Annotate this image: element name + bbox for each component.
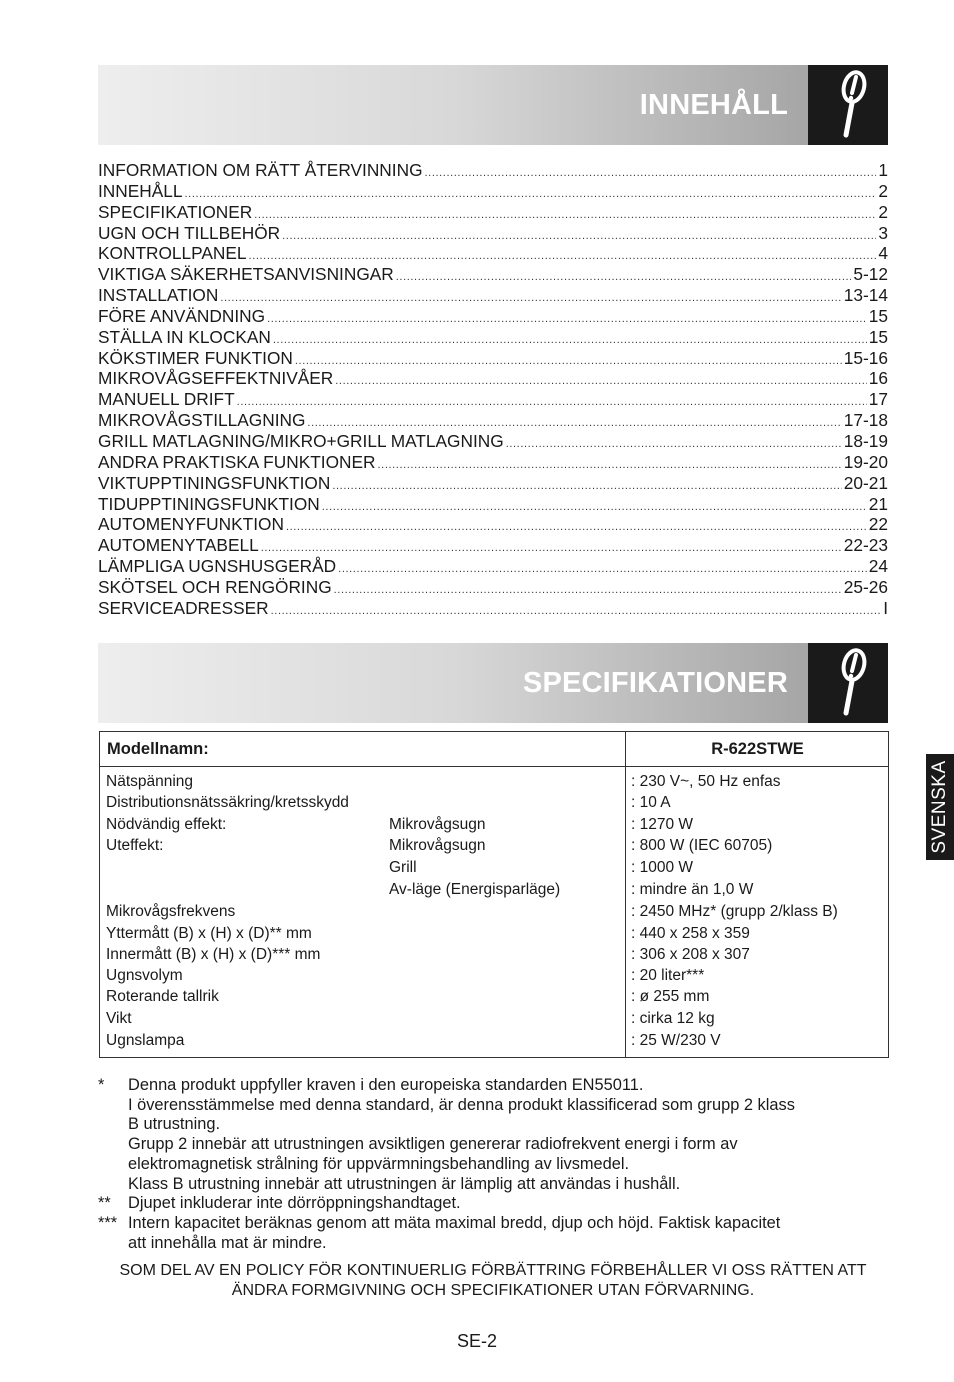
toc-leader-dots — [295, 351, 842, 372]
toc-entry-label: VIKTUPPTININGSFUNKTION — [98, 472, 331, 493]
toc-leader-dots — [271, 601, 882, 622]
spec-sublabel: Mikrovågsugn — [389, 816, 486, 833]
toc-entry — [98, 160, 888, 181]
spec-row — [100, 857, 888, 878]
toc-entry-page: 15-16 — [843, 347, 888, 368]
toc-entry-label: AUTOMENYFUNKTION — [98, 514, 284, 535]
spec-label: Nätspänning — [106, 773, 194, 790]
toc-entry — [98, 577, 888, 598]
spec-value: : 440 x 258 x 359 — [631, 925, 750, 942]
toc-entry — [98, 535, 888, 556]
spec-row — [100, 1008, 888, 1029]
footnote-line: elektromagnetisk strålning för uppvärmningsbehandling av livsmedel. — [128, 1154, 630, 1173]
spec-value: : 1270 W — [631, 816, 694, 833]
spec-row — [100, 965, 888, 986]
policy-line: SOM DEL AV EN POLICY FÖR KONTINUERLIG FÖRBÄTTRING FÖRBEHÅLLER VI OSS RÄTTEN ATT — [119, 1262, 867, 1279]
toc-entry-page: 2 — [878, 180, 888, 201]
toc-entry-page: 25-26 — [843, 576, 888, 597]
spec-label: Nödvändig effekt: — [106, 816, 227, 833]
spec-label: Distributionsnätssäkring/kretsskydd — [106, 794, 349, 811]
spec-sublabel: Mikrovågsugn — [389, 837, 486, 854]
toc-entry-page: 22 — [868, 514, 888, 535]
toc-entry-page: 17 — [868, 389, 888, 410]
footnote-line: Denna produkt uppfyller kraven i den europeiska standarden EN55011. — [128, 1076, 644, 1094]
toc-leader-dots — [220, 288, 841, 309]
spec-value: : 20 liter*** — [631, 967, 705, 984]
toc-entry-label: KONTROLLPANEL — [98, 243, 247, 264]
toc-entry-label: LÄMPLIGA UGNSHUSGERÅD — [98, 556, 337, 577]
spec-value: : 2450 MHz* (grupp 2/klass B) — [631, 903, 838, 920]
toc-entry — [98, 410, 888, 431]
toc-entry — [98, 389, 888, 410]
toc-leader-dots — [273, 330, 867, 351]
toc-leader-dots — [261, 538, 842, 559]
spec-label: Mikrovågsfrekvens — [106, 903, 236, 920]
footnote-line: Grupp 2 innebär att utrustningen avsiktligen genererar radiofrekvent energi i form av — [128, 1135, 738, 1154]
spec-value: : ø 255 mm — [631, 988, 710, 1005]
spec-value: : cirka 12 kg — [631, 1010, 715, 1027]
spec-label: Ugnslampa — [106, 1032, 185, 1049]
spec-label: Vikt — [106, 1010, 132, 1027]
info-hand-icon-box — [808, 65, 888, 145]
spec-row — [100, 901, 888, 922]
toc-leader-dots — [334, 580, 842, 601]
toc-leader-dots — [332, 476, 841, 497]
spec-row — [100, 792, 888, 813]
footnote-line: Djupet inkluderar inte dörröppningshandtaget. — [128, 1194, 461, 1213]
toc-entry-page: I — [883, 597, 888, 618]
toc-leader-dots — [286, 517, 867, 538]
toc-entry-label: AUTOMENYTABELL — [98, 535, 259, 556]
spec-value: : mindre än 1,0 W — [631, 881, 754, 898]
toc-entry-label: MIKROVÅGSEFFEKTNIVÅER — [98, 368, 334, 389]
toc-leader-dots — [267, 309, 867, 330]
toc-entry-page: 22-23 — [843, 535, 888, 556]
footnote-line: Intern kapacitet beräknas genom att mäta maximal bredd, djup och höjd. Faktisk kapacitet — [128, 1213, 781, 1232]
footnote — [98, 1194, 888, 1214]
toc-entry-page: 1 — [878, 160, 888, 180]
toc-entry — [98, 348, 888, 369]
model-name-value: R-622STWE — [711, 740, 804, 758]
toc-leader-dots — [378, 455, 842, 476]
toc-entry — [98, 556, 888, 577]
spec-row — [100, 771, 888, 792]
spec-row — [100, 1030, 888, 1051]
footnotes — [98, 1076, 888, 1253]
contents-banner — [98, 65, 888, 145]
footnote-mark: * — [98, 1076, 105, 1094]
toc-entry-label: GRILL MATLAGNING/MIKRO+GRILL MATLAGNING — [98, 430, 504, 451]
toc-entry-label: TIDUPPTININGSFUNKTION — [98, 493, 320, 514]
toc-entry-page: 20-21 — [843, 472, 888, 493]
spec-row — [100, 814, 888, 835]
toc-leader-dots — [254, 205, 876, 226]
toc-entry-page: 18-19 — [843, 430, 888, 451]
toc-entry — [98, 473, 888, 494]
footnote-line: B utrustning. — [128, 1115, 221, 1134]
policy-notice — [98, 1261, 888, 1301]
toc-entry-label: SKÖTSEL OCH RENGÖRING — [98, 576, 332, 597]
table-of-contents — [98, 160, 888, 619]
toc-entry — [98, 327, 888, 348]
toc-entry-label: INFORMATION OM RÄTT ÅTERVINNING — [98, 160, 423, 180]
spec-row — [100, 944, 888, 965]
toc-entry — [98, 264, 888, 285]
spec-label: Uteffekt: — [106, 837, 164, 854]
toc-entry — [98, 514, 888, 535]
toc-leader-dots — [338, 559, 867, 580]
toc-entry-page: 15 — [868, 326, 888, 347]
footnote-line: Klass B utrustning innebär att utrustningen är lämplig att användas i hushåll. — [128, 1174, 681, 1193]
info-hand-icon — [830, 647, 870, 719]
toc-entry-page: 13-14 — [843, 285, 888, 306]
spec-label: Innermått (B) x (H) x (D)*** mm — [106, 946, 321, 963]
spec-value: : 10 A — [631, 794, 671, 811]
toc-leader-dots — [185, 184, 877, 205]
footnote-mark: *** — [98, 1213, 118, 1232]
toc-entry-page: 3 — [878, 222, 888, 243]
model-name-label: Modellnamn: — [107, 740, 209, 758]
toc-entry-label: MIKROVÅGSTILLAGNING — [98, 410, 306, 431]
spec-label: Ugnsvolym — [106, 967, 183, 984]
toc-leader-dots — [396, 267, 852, 288]
toc-entry-page: 19-20 — [843, 451, 888, 472]
toc-entry-page: 15 — [868, 305, 888, 326]
page-number: SE-2 — [456, 1331, 498, 1351]
toc-leader-dots — [282, 226, 876, 247]
toc-leader-dots — [506, 434, 842, 455]
spec-sublabel: Av-läge (Energisparläge) — [389, 881, 561, 898]
spec-value: : 25 W/230 V — [631, 1032, 721, 1049]
toc-entry-label: KÖKSTIMER FUNKTION — [98, 347, 293, 368]
contents-title: INNEHÅLL — [639, 89, 788, 121]
toc-entry — [98, 243, 888, 264]
info-hand-icon — [830, 69, 870, 141]
spec-value: : 1000 W — [631, 859, 694, 876]
toc-entry — [98, 368, 888, 389]
toc-entry-label: SPECIFIKATIONER — [98, 201, 253, 222]
footnote-line: att innehålla mat är mindre. — [128, 1233, 327, 1252]
toc-entry — [98, 598, 888, 619]
toc-entry — [98, 223, 888, 244]
toc-entry — [98, 431, 888, 452]
toc-entry-page: 17-18 — [843, 410, 888, 431]
toc-entry-label: FÖRE ANVÄNDNING — [98, 305, 266, 326]
toc-entry-page: 24 — [868, 556, 888, 577]
specs-banner — [98, 643, 888, 723]
footnote — [98, 1076, 888, 1194]
spec-value: : 306 x 208 x 307 — [631, 946, 750, 963]
toc-leader-dots — [335, 371, 867, 392]
spec-row — [100, 835, 888, 856]
toc-entry — [98, 181, 888, 202]
toc-entry-page: 5-12 — [853, 264, 888, 285]
toc-leader-dots — [237, 392, 867, 413]
table-header-row — [100, 732, 888, 767]
toc-entry — [98, 202, 888, 223]
toc-entry — [98, 285, 888, 306]
footnote-mark: ** — [98, 1194, 111, 1213]
spec-label: Yttermått (B) x (H) x (D)** mm — [106, 925, 312, 942]
spec-value: : 800 W (IEC 60705) — [631, 837, 773, 854]
spec-row — [100, 879, 888, 900]
spec-sublabel: Grill — [389, 859, 417, 876]
toc-leader-dots — [322, 497, 867, 518]
policy-line: ÄNDRA FORMGIVNING OCH SPECIFIKATIONER UTAN FÖRVARNING. — [231, 1282, 755, 1299]
toc-leader-dots — [425, 163, 877, 184]
toc-entry-label: SERVICEADRESSER — [98, 597, 269, 618]
toc-entry-label: ANDRA PRAKTISKA FUNKTIONER — [98, 451, 376, 472]
specs-title: SPECIFIKATIONER — [522, 667, 788, 699]
toc-entry-label: STÄLLA IN KLOCKAN — [98, 326, 271, 347]
toc-entry — [98, 494, 888, 515]
toc-entry-label: INSTALLATION — [98, 285, 219, 306]
language-tab-label: SVENSKA — [929, 760, 950, 854]
toc-entry — [98, 306, 888, 327]
spec-row — [100, 923, 888, 944]
toc-entry — [98, 452, 888, 473]
footnote-line: I överensstämmelse med denna standard, är denna produkt klassificerad som grupp 2 klass — [128, 1095, 795, 1114]
language-tab — [926, 754, 954, 860]
spec-label: Roterande tallrik — [106, 988, 219, 1005]
toc-entry-label: MANUELL DRIFT — [98, 389, 235, 410]
spec-row — [100, 986, 888, 1007]
toc-entry-page: 2 — [878, 201, 888, 222]
info-hand-icon-box — [808, 643, 888, 723]
toc-entry-page: 21 — [868, 493, 888, 514]
specifications-table — [99, 731, 889, 1058]
toc-entry-label: INNEHÅLL — [98, 180, 183, 201]
toc-entry-label: UGN OCH TILLBEHÖR — [98, 222, 281, 243]
toc-entry-label: VIKTIGA SÄKERHETSANVISNINGAR — [98, 264, 394, 285]
toc-entry-page: 16 — [868, 368, 888, 389]
footnote — [98, 1214, 888, 1253]
toc-entry-page: 4 — [878, 243, 888, 264]
spec-value: : 230 V~, 50 Hz enfas — [631, 773, 781, 790]
